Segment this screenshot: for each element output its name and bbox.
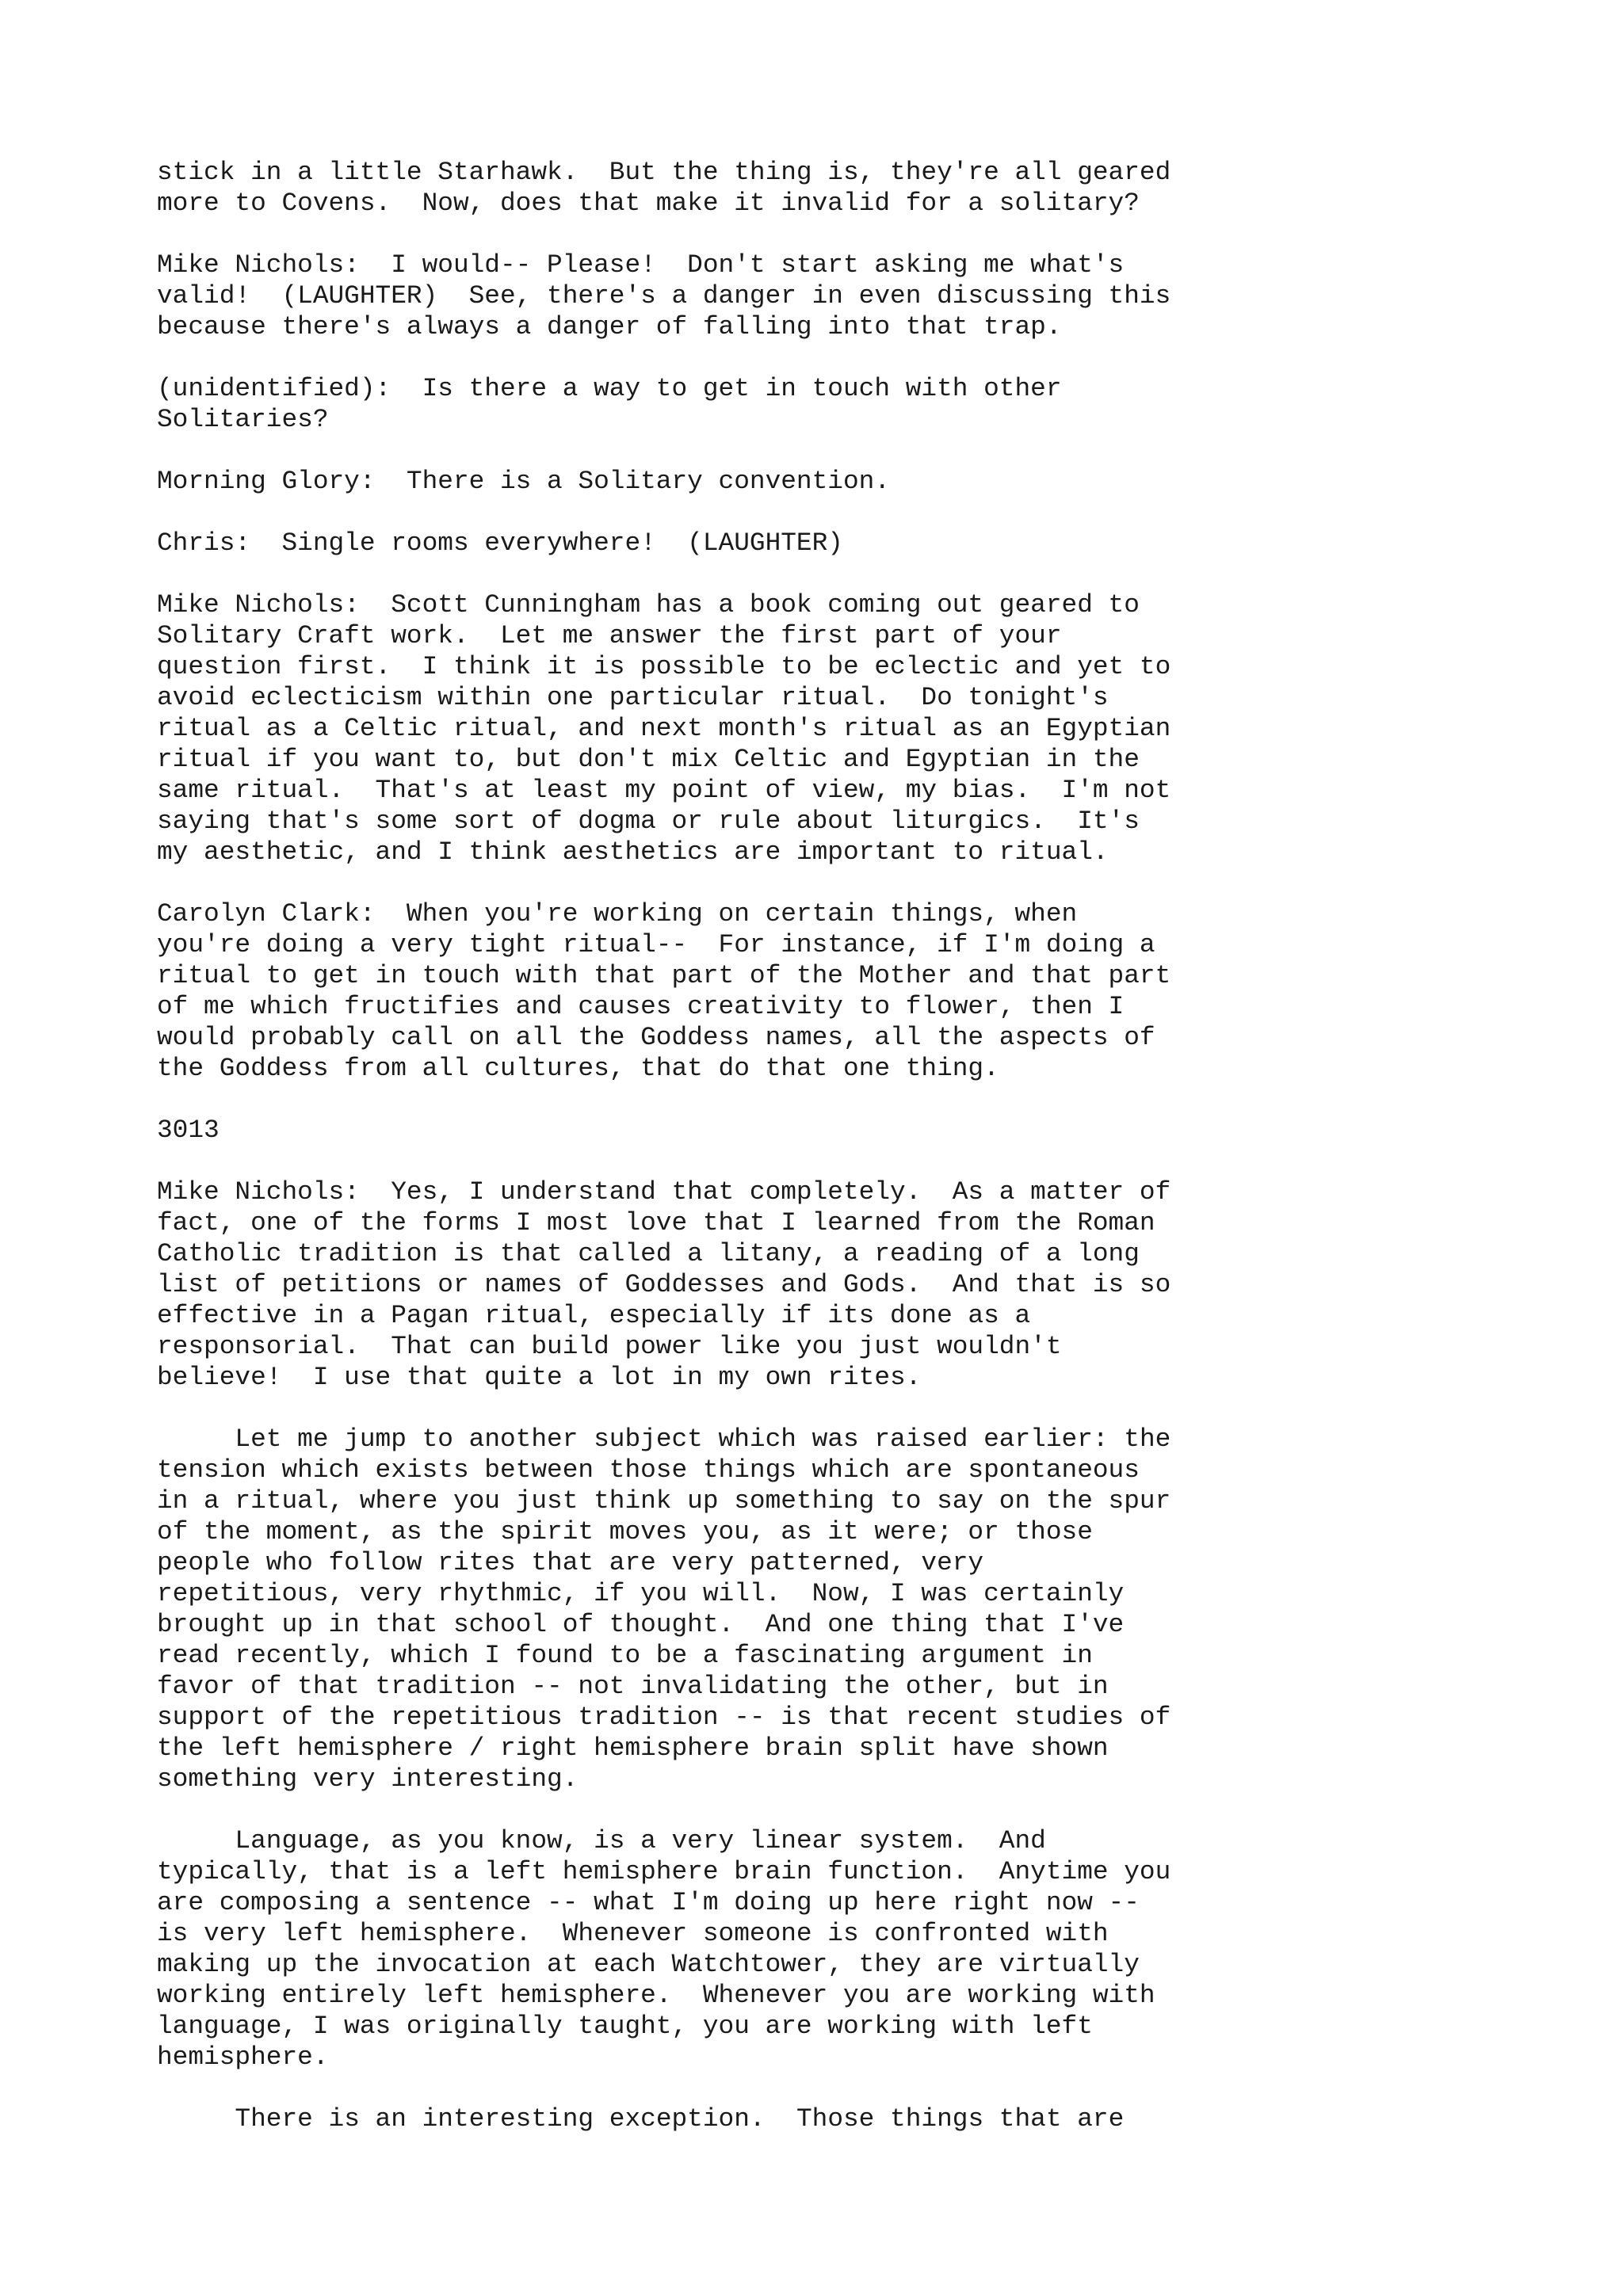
paragraph: Morning Glory: There is a Solitary convention. xyxy=(157,467,891,496)
paragraph: Mike Nichols: Scott Cunningham has a book coming out geared to Solitary Craft work. Let me answer the first part of your question first. I think it is possible to be eclectic and yet to avoid eclecticism within one particular ritual. Do tonight's ritual as a Celtic ritual, and next month's ritual as an Egyptian ritual if you want to, but don't mix Celtic and Egyptian in the same ritual. That's at least my point of view, my bias. I'm not saying that's some sort of dogma or rule about liturgics. It's my aesthetic, and I think aesthetics are important to ritual. xyxy=(157,590,1171,867)
paragraph: Let me jump to another subject which was raised earlier: the tension which exists between those things which are spontaneous in a ritual, where you just think up something to say on the spur of the moment, as the spirit moves you, as it were; or those people who follow rites that are very patterned, very repetitious, very rhythmic, if you will. Now, I was certainly brought up in that school of thought. And one thing that I've read recently, which I found to be a fascinating argument in favor of that tradition -- not invalidating the other, but in support of the repetitious tradition -- is that recent studies of the left hemisphere / right hemisphere brain split have shown something very interesting. xyxy=(157,1425,1171,1794)
paragraph: Language, as you know, is a very linear system. And typically, that is a left hemisphere brain function. Anytime you are composing a sentence -- what I'm doing up here right now -- is very left hemisphere. Whenever someone is confronted with making up the invocation at each Watchtower, they are virtually working entirely left hemisphere. Whenever you are working with language, I was originally taught, you are working with left hemisphere. xyxy=(157,1826,1171,2072)
paragraph: Mike Nichols: I would-- Please! Don't start asking me what's valid! (LAUGHTER) See, there's a danger in even discussing this because there's always a danger of falling into that trap. xyxy=(157,250,1171,341)
paragraph: (unidentified): Is there a way to get in touch with other Solitaries? xyxy=(157,374,1062,434)
paragraph: Carolyn Clark: When you're working on certain things, when you're doing a very tight ritual-- For instance, if I'm doing a ritual to get in touch with that part of the Mother and that part of me which fructifies and causes creativity to flower, then I would probably call on all the Goddess names, all the aspects of the Goddess from all cultures, that do that one thing. xyxy=(157,899,1171,1083)
paragraph: stick in a little Starhawk. But the thing is, they're all geared more to Covens. Now, does that make it invalid for a solitary? xyxy=(157,158,1171,218)
paragraph: There is an interesting exception. Those things that are xyxy=(157,2104,1125,2134)
document-page xyxy=(157,157,1441,2134)
paragraph: Mike Nichols: Yes, I understand that completely. As a matter of fact, one of the forms I most love that I learned from the Roman Catholic tradition is that called a litany, a reading of a long list of petitions or names of Goddesses and Gods. And that is so effective in a Pagan ritual, especially if its done as a responsorial. That can build power like you just wouldn't believe! I use that quite a lot in my own rites. xyxy=(157,1177,1171,1392)
page-number: 3013 xyxy=(157,1116,220,1145)
paragraph: Chris: Single rooms everywhere! (LAUGHTER) xyxy=(157,528,843,558)
